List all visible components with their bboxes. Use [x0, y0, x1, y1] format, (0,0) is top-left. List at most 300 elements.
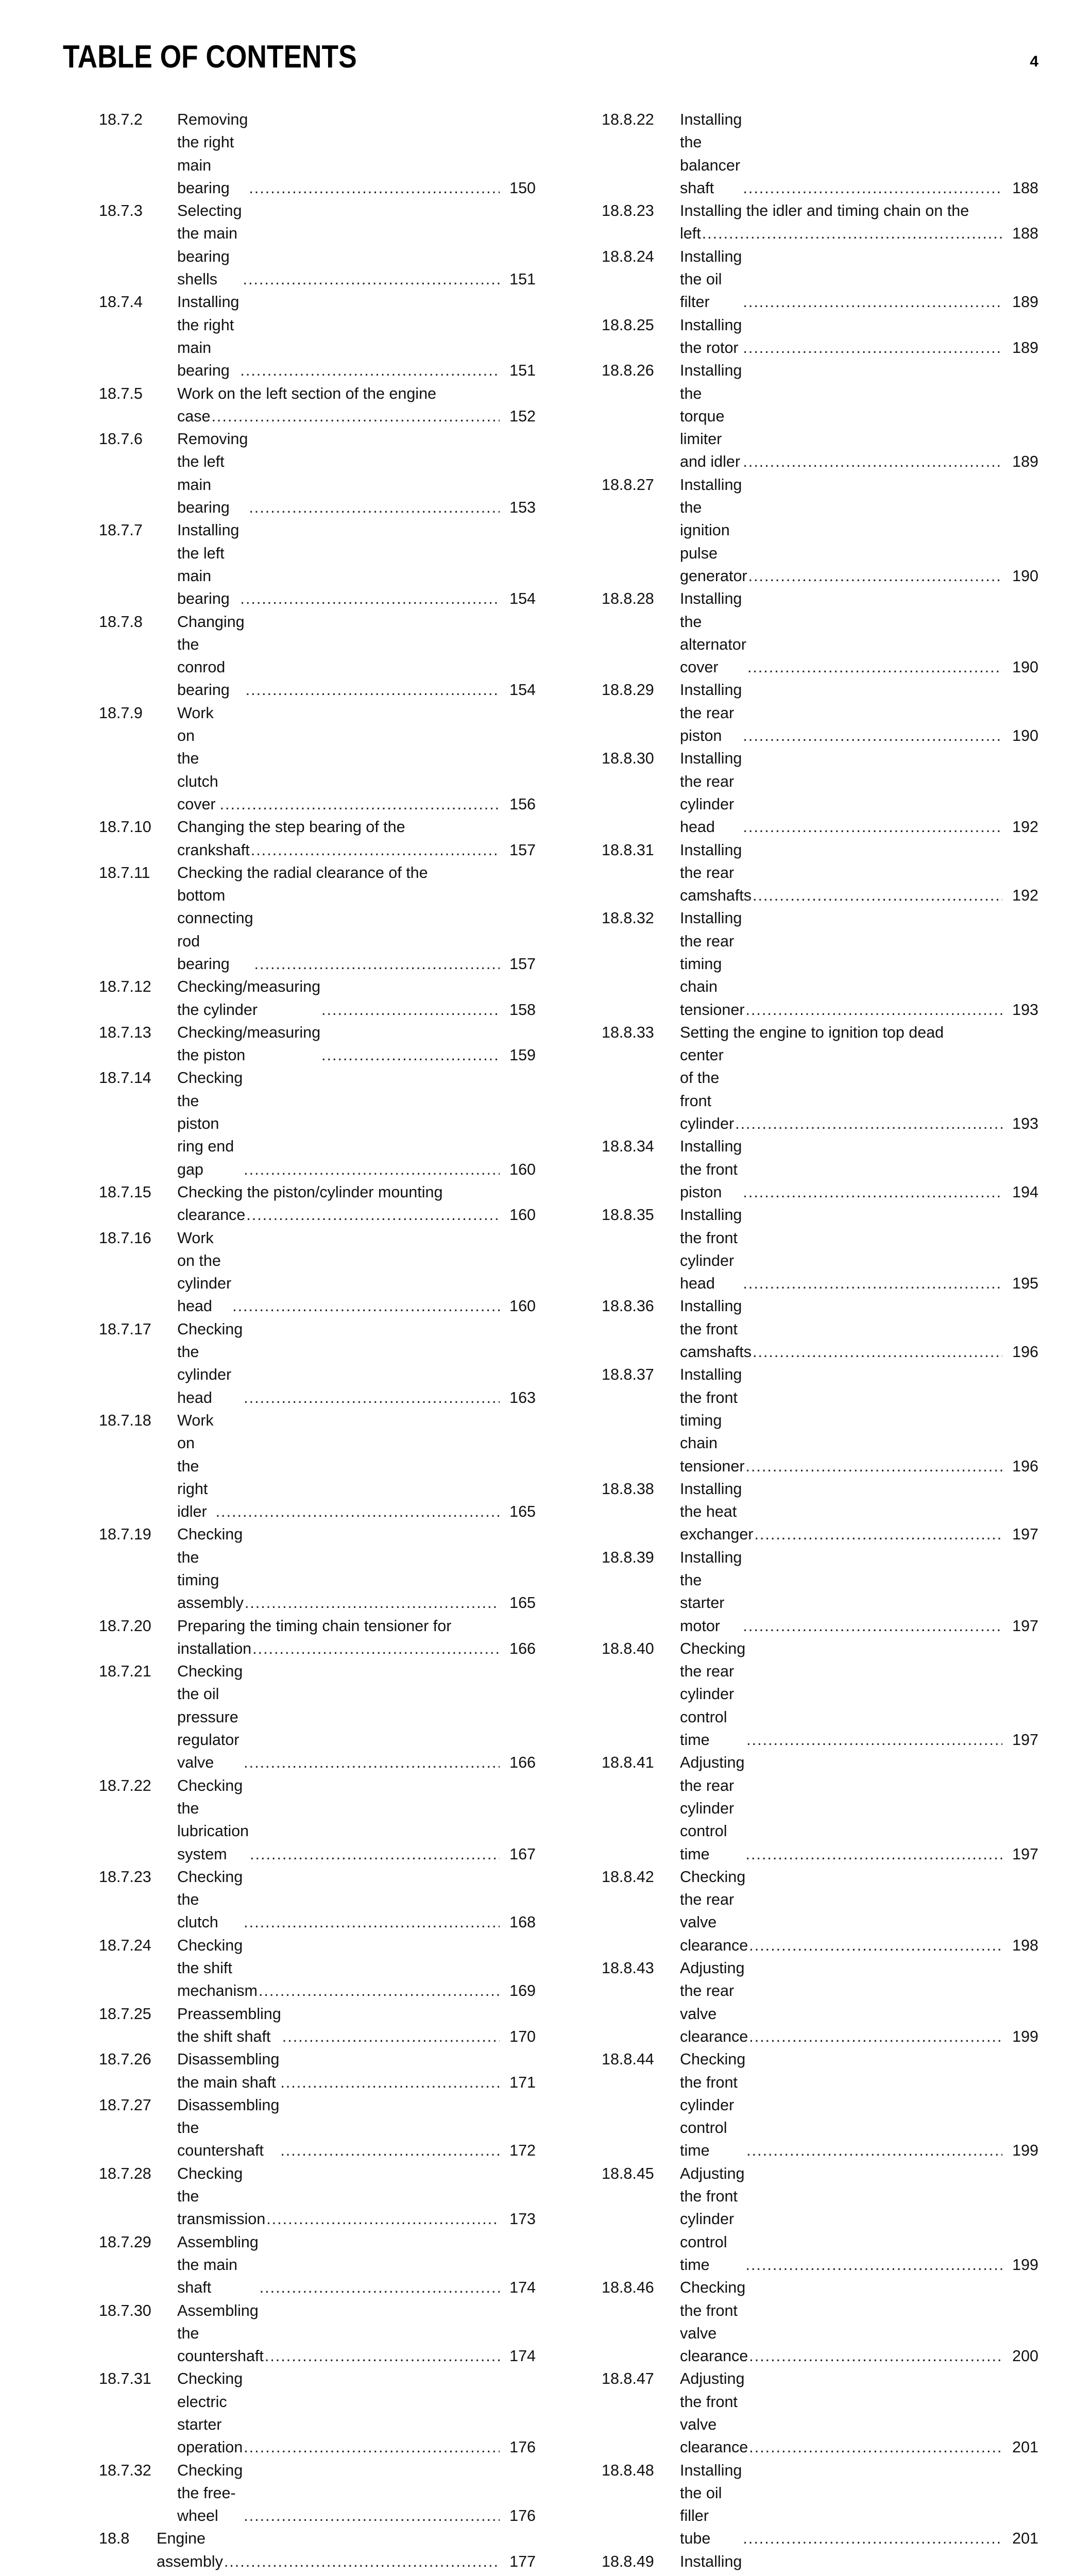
toc-entry-number: 18.7.7	[99, 521, 143, 539]
dot-leader	[743, 291, 1002, 313]
toc-entry-number	[99, 2573, 143, 2576]
toc-entry-page: 174	[509, 2347, 536, 2365]
dot-leader	[244, 2504, 500, 2527]
toc-entry-title: Installing the right main bearing	[177, 293, 240, 380]
toc-entry-title: Checking the rear valve clearance	[680, 1868, 748, 1954]
toc-entry-title: Installing	[680, 2552, 742, 2570]
toc-entry-number: 18.7.26	[99, 2050, 151, 2069]
toc-entry-page: 170	[509, 2027, 536, 2045]
toc-entry[interactable]	[565, 2459, 1038, 2550]
toc-entry-title: Work on the cylinder head	[177, 1229, 232, 1315]
toc-entry[interactable]	[565, 473, 1038, 587]
toc-entry-number: 18.7.29	[99, 2233, 151, 2251]
toc-entry-number: 18.7.3	[99, 202, 143, 220]
toc-entry-number: 18.8.26	[602, 362, 654, 380]
toc-entry-page: 160	[509, 1206, 536, 1224]
toc-entry[interactable]	[99, 2162, 536, 2231]
toc-entry-number: 18.7.24	[99, 1936, 151, 1954]
toc-entry-page: 154	[509, 681, 536, 699]
toc-entry-title: Assembling the countershaft	[177, 2301, 264, 2365]
toc-entry-title: Assembling the main shaft	[177, 2233, 259, 2297]
toc-entry-page: 151	[509, 362, 536, 380]
toc-entry[interactable]	[99, 1021, 536, 1067]
dot-leader	[749, 2345, 1002, 2367]
dot-leader	[743, 724, 1002, 747]
toc-entry-number: 18.8.41	[602, 1754, 654, 1772]
toc-entry[interactable]	[99, 2299, 536, 2368]
dot-leader	[753, 1341, 1002, 1363]
toc-entry-title: Checking the front cylinder control time	[680, 2050, 746, 2160]
toc-entry-page: 167	[509, 1845, 536, 1863]
dot-leader	[243, 268, 500, 291]
toc-entry[interactable]	[99, 611, 536, 702]
toc-entry-page: 196	[1012, 1457, 1038, 1475]
toc-entry[interactable]	[565, 1751, 1038, 1865]
toc-entry[interactable]	[99, 1409, 536, 1523]
toc-entry-page: 159	[509, 1046, 536, 1064]
dot-leader	[745, 1843, 1002, 1866]
toc-entry-number: 18.7.27	[99, 2096, 151, 2114]
toc-entry-title: Checking the radial clearance of the	[177, 863, 428, 882]
toc-entry-number: 18.7.18	[99, 1411, 151, 1429]
dot-leader	[743, 177, 1002, 199]
toc-entry-page: 177	[509, 2552, 536, 2570]
toc-entry[interactable]	[565, 1637, 1038, 1751]
toc-entry-number: 18.8.27	[602, 476, 654, 494]
dot-leader	[743, 1615, 1002, 1637]
toc-entry[interactable]	[99, 108, 536, 199]
toc-entry-title: Installing the heat exchanger	[680, 1480, 754, 1544]
toc-entry-number: 18.8.39	[602, 1548, 654, 1566]
toc-entry-page: 192	[1012, 818, 1038, 836]
dot-leader	[232, 1295, 500, 1317]
toc-entry[interactable]	[99, 199, 536, 291]
toc-entry-number: 18.7.23	[99, 1868, 151, 1886]
dot-leader	[743, 1181, 1002, 1204]
toc-entry-page: 190	[1012, 567, 1038, 585]
toc-entry-title: Adjusting the rear valve clearance	[680, 1959, 748, 2045]
toc-entry-title: Installing the oil filter	[680, 247, 742, 311]
toc-entry-page: 166	[509, 1639, 536, 1657]
toc-entry-number: 18.8.47	[602, 2370, 654, 2388]
toc-right-column	[565, 108, 1038, 2576]
dot-leader	[259, 1979, 500, 2002]
toc-entry-number: 18.8.38	[602, 1480, 654, 1498]
toc-entry-page: 168	[509, 1913, 536, 1931]
dot-leader	[748, 565, 1002, 587]
toc-entry-page: 151	[509, 270, 536, 289]
toc-entry[interactable]	[565, 108, 1038, 199]
dot-leader	[244, 1386, 500, 1409]
toc-entry-number: 18.7.9	[99, 704, 143, 722]
toc-entry-page: 198	[1012, 1936, 1038, 1954]
toc-entry-title: Checking the piston ring end gap	[177, 1069, 243, 1178]
toc-entry-number: 18.7.10	[99, 818, 151, 836]
toc-entry-number: 18.8.48	[602, 2461, 654, 2479]
dot-leader	[224, 2550, 500, 2573]
toc-entry[interactable]	[565, 1478, 1038, 1546]
toc-entry-title: Installing the alternator cover	[680, 590, 746, 676]
toc-entry-page: 172	[509, 2142, 536, 2160]
toc-entry-number: 18.8.49	[602, 2552, 654, 2570]
dot-leader	[211, 405, 500, 428]
toc-entry-number: 18.8.28	[602, 590, 654, 608]
toc-entry-title: Checking the timing assembly	[177, 1526, 244, 1612]
dot-leader	[282, 2025, 500, 2048]
toc-entry[interactable]	[565, 1204, 1038, 1295]
toc-entry[interactable]	[99, 2231, 536, 2299]
toc-entry-page: 193	[1012, 1001, 1038, 1019]
toc-entry-page: 150	[509, 179, 536, 197]
toc-entry-number: 18.8.35	[602, 1206, 654, 1224]
toc-entry[interactable]	[99, 1066, 536, 1180]
toc-entry-page: 197	[1012, 1526, 1038, 1544]
dot-leader	[244, 1911, 500, 1934]
dot-leader	[745, 1455, 1002, 1478]
toc-entry[interactable]	[99, 975, 536, 1021]
toc-entry[interactable]	[99, 1934, 536, 2003]
toc-entry[interactable]	[565, 1957, 1038, 2048]
toc-entry-title: Installing the rear cylinder head	[680, 750, 742, 836]
toc-entry-page: 197	[1012, 1731, 1038, 1749]
toc-entry-page: 173	[509, 2210, 536, 2228]
toc-entry-page: 192	[1012, 887, 1038, 905]
dot-leader	[240, 359, 500, 382]
toc-entry[interactable]	[565, 314, 1038, 360]
toc-entry-page: 201	[1012, 2530, 1038, 2548]
toc-entry[interactable]	[565, 1135, 1038, 1204]
toc-entry-title: Engine assembly	[157, 2530, 223, 2570]
toc-entry-title: Installing the rear timing chain tensioner	[680, 909, 745, 1019]
toc-entry-title: Disassembling the main shaft	[177, 2050, 280, 2091]
dot-leader	[249, 177, 500, 199]
toc-entry-page: 165	[509, 1503, 536, 1521]
dot-leader	[244, 1158, 500, 1181]
toc-entry-title: left	[680, 225, 701, 243]
toc-entry-number: 18.7.31	[99, 2370, 151, 2388]
toc-entry[interactable]	[99, 1227, 536, 1318]
toc-entry-number: 18.8.46	[602, 2279, 654, 2297]
toc-entry-title: Setting the engine to ignition top dead	[680, 1023, 944, 1041]
toc-entry-title: Checking the transmission	[177, 2164, 266, 2228]
toc-entry-number: 18.8.42	[602, 1868, 654, 1886]
toc-entry[interactable]	[99, 291, 536, 382]
dot-leader	[321, 998, 500, 1021]
toc-entry[interactable]	[565, 1866, 1038, 1957]
toc-entry-page: 160	[509, 1160, 536, 1178]
toc-entry-title: Installing the rear piston	[680, 681, 742, 745]
dot-leader	[743, 336, 1002, 359]
toc-entry[interactable]	[565, 839, 1038, 907]
toc-entry-title: Installing the rotor	[680, 316, 742, 357]
toc-entry[interactable]	[565, 359, 1038, 473]
toc-entry[interactable]	[99, 1318, 536, 1409]
page-number: 4	[1030, 53, 1038, 70]
toc-entry-title: Preassembling the shift shaft	[177, 2005, 281, 2045]
toc-entry-number: 18.7.19	[99, 1526, 151, 1544]
page-title: TABLE OF CONTENTS	[63, 39, 357, 75]
toc-entry-number: 18.7.25	[99, 2005, 151, 2023]
toc-entry[interactable]	[99, 1774, 536, 1866]
toc-entry-title: Work on the clutch cover	[177, 704, 218, 813]
toc-entry[interactable]	[99, 519, 536, 610]
toc-entry[interactable]	[565, 1363, 1038, 1477]
dot-leader	[280, 2071, 500, 2094]
toc-entry-page: 156	[509, 795, 536, 813]
toc-entry-page: 190	[1012, 727, 1038, 745]
toc-entry-title	[177, 2573, 456, 2576]
toc-entry[interactable]	[99, 1866, 536, 1934]
dot-leader	[260, 2276, 500, 2299]
toc-entry-title: Checking the shift mechanism	[177, 1936, 258, 2000]
toc-entry-number: 18.7.30	[99, 2301, 151, 2319]
toc-entry[interactable]	[565, 907, 1038, 1021]
toc-entry[interactable]	[565, 245, 1038, 314]
toc-entry-page: 152	[509, 407, 536, 425]
toc-entry[interactable]	[565, 2550, 1038, 2576]
dot-leader	[251, 839, 500, 861]
dot-leader	[749, 1934, 1002, 1957]
toc-entry-title: Selecting the main bearing shells	[177, 202, 242, 289]
toc-entry-page: 193	[1012, 1115, 1038, 1133]
toc-entry-title: Changing the conrod bearing	[177, 613, 245, 699]
dot-leader	[753, 884, 1002, 907]
toc-entry-page: 197	[1012, 1845, 1038, 1863]
toc-entry[interactable]	[99, 2459, 536, 2528]
toc-entry[interactable]	[565, 2367, 1038, 2459]
toc-entry[interactable]	[565, 2276, 1038, 2367]
toc-entry-page: 174	[509, 2279, 536, 2297]
toc-entry-page: 196	[1012, 1343, 1038, 1361]
toc-entry-title: Checking the oil pressure regulator valve	[177, 1663, 243, 1772]
dot-leader	[216, 1500, 500, 1523]
toc-entry-title: Checking the free-wheel	[177, 2461, 243, 2525]
toc-entry[interactable]	[99, 2094, 536, 2162]
toc-entry-page: 200	[1012, 2347, 1038, 2365]
toc-entry[interactable]	[99, 816, 536, 861]
dot-leader	[745, 998, 1002, 1021]
toc-entry[interactable]	[565, 587, 1038, 679]
dot-leader	[747, 656, 1002, 679]
toc-entry[interactable]	[99, 2367, 536, 2459]
toc-entry[interactable]	[99, 1615, 536, 1660]
toc-entry[interactable]	[565, 199, 1038, 245]
toc-entry[interactable]	[99, 2527, 536, 2573]
toc-entry[interactable]	[99, 861, 536, 975]
toc-entry-number: 18.8.45	[602, 2164, 654, 2182]
toc-entry-page: 157	[509, 841, 536, 859]
toc-entry[interactable]	[565, 2162, 1038, 2276]
toc-entry-number: 18.8.25	[602, 316, 654, 334]
toc-entry-number: 18.7.20	[99, 1617, 151, 1635]
toc-entry-number: 18.8.23	[602, 202, 654, 220]
toc-entry-title: Work on the right idler	[177, 1411, 214, 1521]
dot-leader	[735, 1112, 1002, 1135]
toc-entry-title: Installing the front cylinder head	[680, 1206, 742, 1293]
toc-entry[interactable]	[99, 2048, 536, 2094]
toc-entry-page: 166	[509, 1754, 536, 1772]
dot-leader	[280, 2139, 500, 2162]
toc-entry-number: 18.7.13	[99, 1023, 151, 1041]
toc-entry[interactable]	[99, 2003, 536, 2048]
toc-entry-number: 18.7.11	[99, 863, 150, 882]
toc-entry[interactable]	[565, 679, 1038, 747]
toc-entry-number: 18.8.30	[602, 750, 654, 768]
toc-entry-title: Installing the front timing chain tensioner	[680, 1366, 745, 1475]
dot-leader	[265, 2345, 500, 2367]
dot-leader	[745, 2253, 1002, 2276]
toc-entry-title: Changing the step bearing of the	[177, 818, 405, 836]
toc-entry-title: Removing the right main bearing	[177, 111, 248, 197]
toc-entry[interactable]	[99, 2573, 536, 2576]
toc-entry-page: 160	[509, 1297, 536, 1315]
dot-leader	[746, 2139, 1002, 2162]
toc-entry[interactable]	[565, 1546, 1038, 1637]
toc-entry-number: 18.8.24	[602, 247, 654, 265]
toc-entry[interactable]	[99, 702, 536, 816]
toc-entry-title: Checking/measuring the cylinder	[177, 978, 321, 1019]
toc-entry-title: Installing the rear camshafts	[680, 841, 752, 905]
toc-entry-page: 176	[509, 2438, 536, 2456]
toc-entry-page: 194	[1012, 1183, 1038, 1201]
toc-entry-title: Installing the left main bearing	[177, 521, 240, 608]
toc-entry-number: 18.8.31	[602, 841, 654, 859]
toc-entry-title: Checking the front valve clearance	[680, 2279, 748, 2365]
toc-entry-page: 189	[1012, 453, 1038, 471]
toc-entry-number: 18.7.2	[99, 111, 143, 128]
dot-leader	[702, 222, 1002, 245]
toc-entry-page: 157	[509, 955, 536, 973]
toc-entry[interactable]	[99, 382, 536, 428]
toc-entry-page: 199	[1012, 2142, 1038, 2160]
toc-entry-title: center of the front cylinder	[680, 1046, 735, 1133]
toc-entry-number: 18.8.37	[602, 1366, 654, 1384]
toc-entry-number: 18.8.44	[602, 2050, 654, 2069]
toc-entry-title: Installing the oil filler tube	[680, 2461, 742, 2548]
toc-entry-title: crankshaft	[177, 841, 250, 859]
dot-leader	[249, 496, 500, 519]
toc-left-column	[99, 108, 536, 2576]
toc-entry-number: 18.7.6	[99, 430, 143, 448]
toc-entry[interactable]	[99, 1523, 536, 1614]
toc-entry-number: 18.8.43	[602, 1959, 654, 1977]
toc-entry-page: 199	[1012, 2256, 1038, 2274]
dot-leader	[245, 1591, 500, 1614]
toc-entry-number: 18.7.28	[99, 2164, 151, 2182]
dot-leader	[244, 1751, 500, 1774]
toc-entry-title: Adjusting the front cylinder control time	[680, 2164, 745, 2274]
toc-entry-number: 18.8.29	[602, 681, 654, 699]
toc-entry-page: 153	[509, 499, 536, 517]
toc-entry-number: 18.8.34	[602, 1138, 654, 1156]
dot-leader	[252, 1637, 500, 1660]
dot-leader	[749, 2025, 1002, 2048]
toc-entry-title: Checking electric starter operation	[177, 2370, 243, 2456]
toc-entry-title: Preparing the timing chain tensioner for	[177, 1617, 452, 1635]
toc-entry-number: 18.7.16	[99, 1229, 151, 1247]
toc-entry-title: Checking the rear cylinder control time	[680, 1639, 746, 1749]
toc-entry-number: 18.7.5	[99, 384, 143, 402]
toc-entry-number: 18.7.17	[99, 1320, 151, 1338]
toc-entry-title: Checking the lubrication system	[177, 1776, 249, 1863]
toc-entry-page: 188	[1012, 225, 1038, 243]
toc-entry-title: Checking/measuring the piston	[177, 1023, 321, 1064]
toc-entry-title: Disassembling the countershaft	[177, 2096, 280, 2160]
dot-leader	[240, 587, 500, 610]
toc-entry-number: 18.8.32	[602, 909, 654, 927]
toc-entry[interactable]	[99, 1660, 536, 1774]
dot-leader	[743, 450, 1002, 473]
toc-entry-title: installation	[177, 1639, 252, 1657]
toc-entry-page: 189	[1012, 338, 1038, 357]
toc-entry-page: 199	[1012, 2027, 1038, 2045]
dot-leader	[244, 2436, 500, 2459]
dot-leader	[246, 679, 500, 701]
toc-entry-page: 197	[1012, 1617, 1038, 1635]
toc-entry-title: Checking the clutch	[177, 1868, 243, 1931]
toc-entry-title: Installing the ignition pulse generator	[680, 476, 747, 585]
dot-leader	[246, 1204, 500, 1226]
toc-entry-title: Adjusting the rear cylinder control time	[680, 1754, 745, 1863]
toc-entry-title: Installing the front camshafts	[680, 1297, 752, 1361]
toc-entry[interactable]	[565, 1021, 1038, 1135]
toc-entry-title: Installing the front piston	[680, 1138, 742, 1201]
toc-entry-title: Work on the left section of the engine	[177, 384, 436, 402]
toc-entry-number: 18.8	[99, 2530, 130, 2548]
toc-entry-title: Checking the cylinder head	[177, 1320, 243, 1406]
toc-entry-number: 18.7.15	[99, 1183, 151, 1201]
toc-entry-page: 171	[509, 2073, 536, 2091]
dot-leader	[250, 1843, 500, 1866]
toc-entry-title: case	[177, 407, 211, 425]
toc-entry[interactable]	[99, 1181, 536, 1227]
toc-entry[interactable]	[565, 747, 1038, 838]
dot-leader	[743, 1272, 1002, 1295]
toc-entry-page: 195	[1012, 1275, 1038, 1293]
toc-entry-page: 158	[509, 1001, 536, 1019]
dot-leader	[749, 2436, 1002, 2459]
toc-entry-page: 189	[1012, 293, 1038, 311]
toc-entry-number: 18.8.22	[602, 111, 654, 128]
toc-entry-number: 18.7.8	[99, 613, 143, 631]
toc-entry-number: 18.7.22	[99, 1776, 151, 1794]
dot-leader	[754, 1523, 1002, 1546]
dot-leader	[254, 953, 500, 975]
toc-entry-page: 169	[509, 1982, 536, 2000]
toc-entry[interactable]	[565, 1295, 1038, 1363]
toc-entry-page: 188	[1012, 179, 1038, 197]
toc-entry-title: clearance	[177, 1206, 246, 1224]
dot-leader	[743, 816, 1002, 838]
toc-entry-number: 18.8.40	[602, 1639, 654, 1657]
toc-entry[interactable]	[99, 428, 536, 519]
toc-entry-number: 18.7.32	[99, 2461, 151, 2479]
dot-leader	[220, 793, 500, 816]
toc-entry-number: 18.7.21	[99, 1663, 151, 1681]
toc-entry-page: 163	[509, 1388, 536, 1406]
toc-entry-title: Checking the piston/cylinder mounting	[177, 1183, 443, 1201]
dot-leader	[746, 1728, 1002, 1751]
toc-entry-number: 18.7.14	[99, 1069, 151, 1087]
toc-entry-number: 18.7.12	[99, 978, 151, 996]
toc-entry-title: Installing the idler and timing chain on the	[680, 202, 969, 220]
dot-leader	[266, 2208, 500, 2230]
toc-entry-page: 201	[1012, 2438, 1038, 2456]
toc-entry-title: Adjusting the front valve clearance	[680, 2370, 748, 2456]
toc-entry-page: 165	[509, 1594, 536, 1612]
toc-entry-number: 18.7.4	[99, 293, 143, 311]
toc-entry[interactable]	[565, 2048, 1038, 2162]
